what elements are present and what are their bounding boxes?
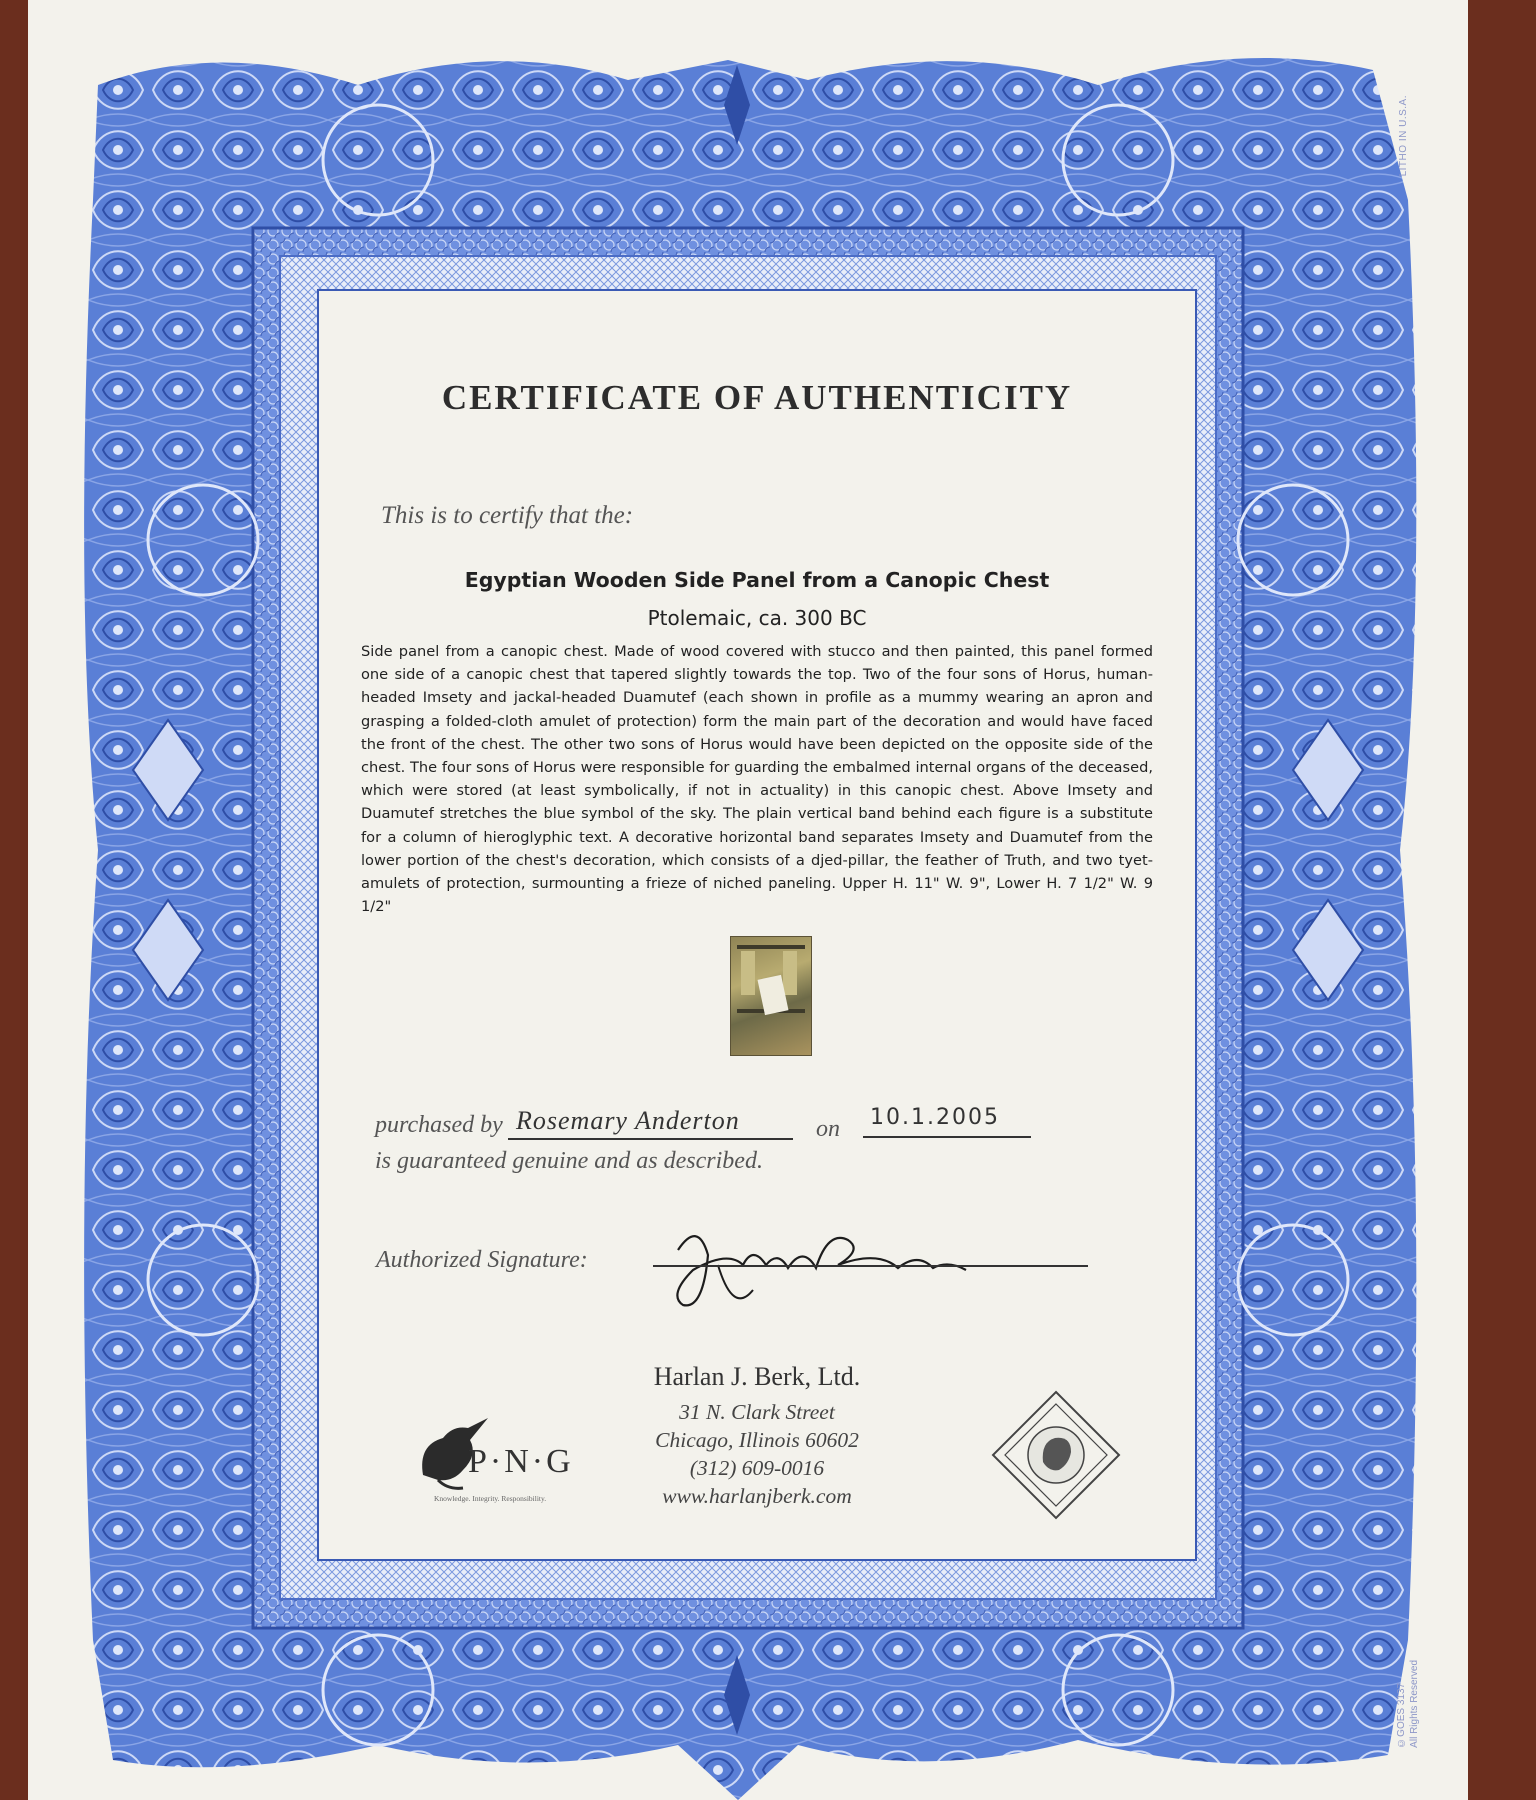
- date-line: [863, 1136, 1031, 1138]
- issuer-city: Chicago, Illinois 60602: [655, 1428, 859, 1452]
- artifact-photo: [730, 936, 812, 1056]
- signature-line: [653, 1265, 1088, 1267]
- photo-band-top: [737, 945, 805, 949]
- on-label: on: [816, 1116, 840, 1142]
- buyer-name: Rosemary Anderton: [516, 1106, 740, 1135]
- purchased-label: purchased by: [375, 1112, 503, 1138]
- certificate-title: CERTIFICATE OF AUTHENTICITY: [441, 378, 1073, 417]
- form-code: ©GOES 3137: [1396, 1682, 1407, 1748]
- signature-label: Authorized Signature:: [376, 1247, 588, 1273]
- litho-mark: LITHO IN U.S.A.: [1398, 95, 1409, 177]
- photo-figure-right: [783, 951, 797, 995]
- guaranteed-text: is guaranteed genuine and as described.: [375, 1148, 763, 1174]
- png-logo-text: P·N·G: [468, 1443, 574, 1480]
- rights-text: All Rights Reserved: [1409, 1660, 1420, 1748]
- copyright-mark: [1395, 1660, 1421, 1748]
- certificate-body: [318, 290, 1196, 1560]
- png-tagline: Knowledge. Integrity. Responsibility.: [434, 1494, 547, 1503]
- item-name: Egyptian Wooden Side Panel from a Canopic Chest: [464, 568, 1050, 592]
- buyer-line: [508, 1138, 793, 1140]
- issuer-name: Harlan J. Berk, Ltd.: [653, 1362, 861, 1391]
- issuer-phone: (312) 609-0016: [689, 1456, 825, 1480]
- purchase-date: 10.1.2005: [870, 1105, 1000, 1130]
- issuer-street: 31 N. Clark Street: [679, 1400, 835, 1424]
- issuer-website: www.harlanjberk.com: [662, 1484, 852, 1508]
- photo-figure-left: [741, 951, 755, 995]
- certificate-paper: [28, 0, 1468, 1800]
- certify-intro: This is to certify that the:: [381, 502, 634, 529]
- iapn-seal-icon: [991, 1390, 1121, 1520]
- item-description: Side panel from a canopic chest. Made of wood covered with stucco and then painted, this panel formed one side of a canopic chest that tapered slightly towards the top. Two of the four sons of Horus, human-headed Imsety and jackal-headed Duamutef (each shown in profile as a mummy wearing an apron and grasping a folded-cloth amulet of protection) form the main part of the decoration and would have faced the front of the chest. The other two sons of Horus would have been depicted on the opposite side of the chest. The four sons of Horus were responsible for guarding the embalmed internal organs of the deceased, which were stored (at least symbolically, if not in actuality) in this canopic chest. Above Imsety and Duamutef stretches the blue symbol of the sky. The plain vertical band behind each figure is a substitute for a column of hieroglyphic text. A decorative horizontal band separates Imsety and Duamutef from the lower portion of the chest's decoration, which consists of a djed-pillar, the feather of Truth, and two tyet-amulets of protection, surmounting a frieze of niched paneling. Upper H. 11" W. 9", Lower H. 7 1/2" W. 9 1/2": [361, 643, 1153, 916]
- item-period: Ptolemaic, ca. 300 BC: [647, 606, 867, 630]
